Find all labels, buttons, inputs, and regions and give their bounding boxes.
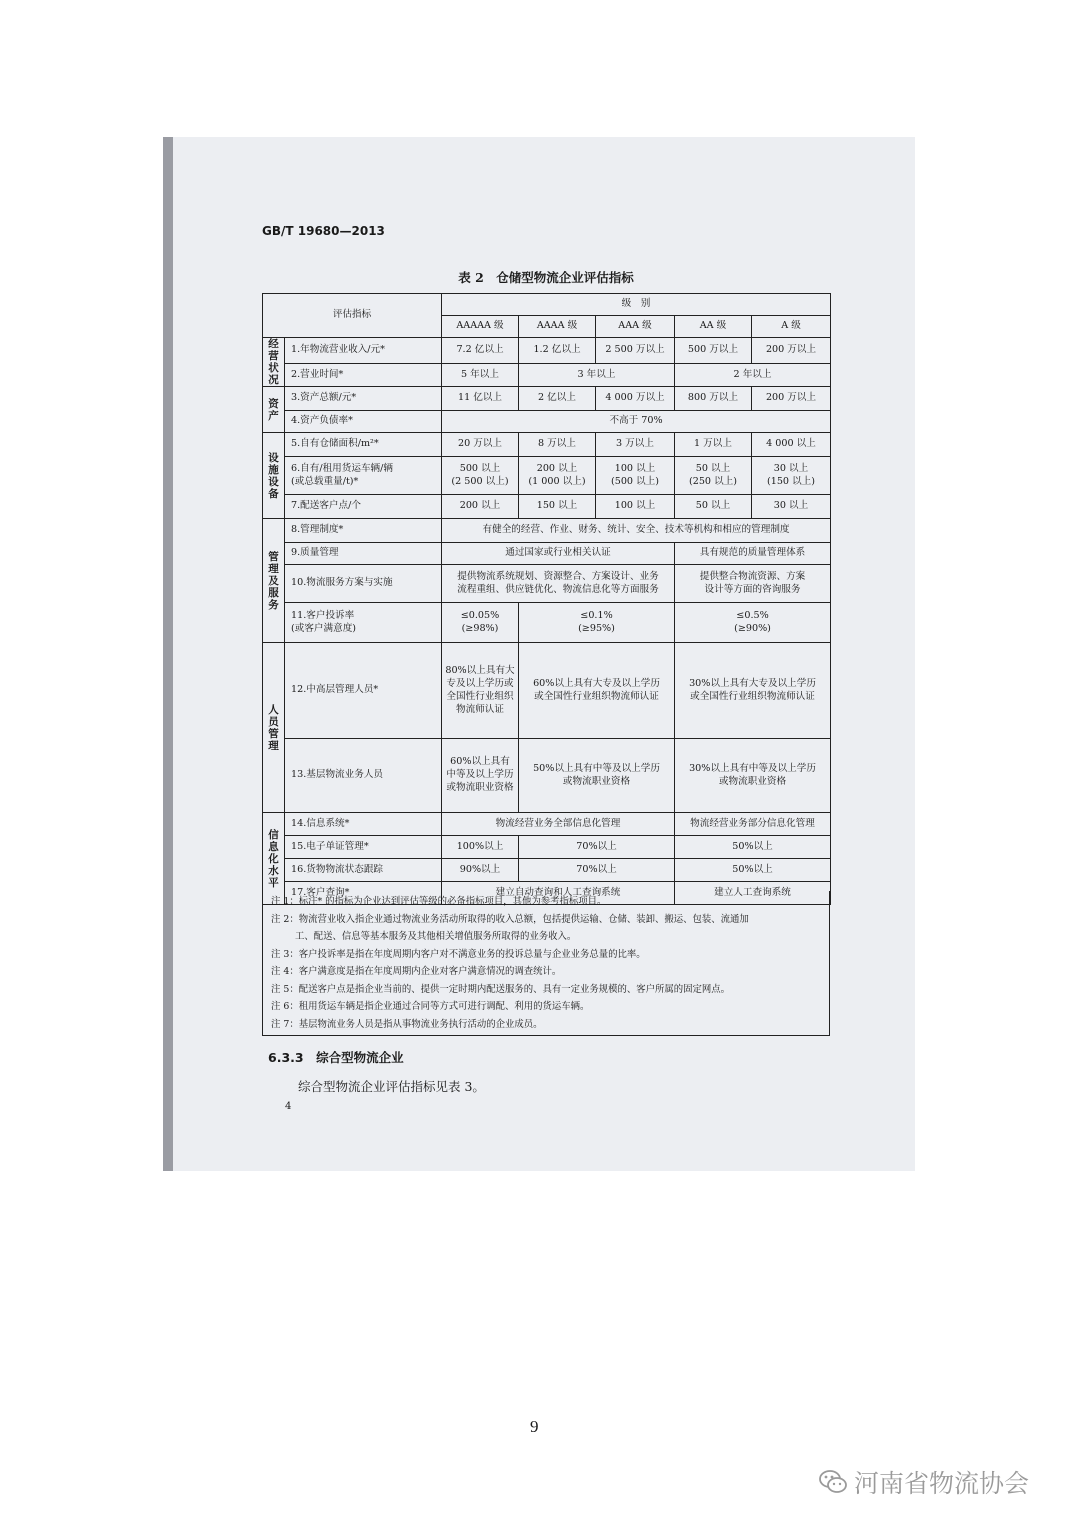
cell-line: 30%以上具有中等及以上学历 bbox=[689, 762, 816, 774]
level-a: A 级 bbox=[752, 316, 831, 338]
cell-line: 或物流职业资格 bbox=[718, 775, 787, 787]
table-cell: 20 万以上 bbox=[442, 433, 519, 457]
indicator-line: (或总载重量/t)* bbox=[291, 475, 359, 487]
cell-line: (150 以上) bbox=[766, 475, 816, 487]
table-row bbox=[263, 338, 831, 364]
indicator-label: 14.信息系统* bbox=[285, 813, 442, 836]
cell-line: 30 以上 bbox=[773, 462, 809, 474]
table-cell bbox=[442, 565, 675, 603]
table-cell: 4 000 万以上 bbox=[596, 387, 675, 411]
table-row bbox=[263, 519, 831, 543]
indicator-label bbox=[285, 603, 442, 643]
table-cell bbox=[675, 643, 831, 739]
section-heading: 6.3.3 综合型物流企业 bbox=[268, 1050, 404, 1065]
table-row bbox=[263, 813, 831, 836]
header-level: 级 别 bbox=[442, 294, 831, 316]
table-cell: 具有规范的质量管理体系 bbox=[675, 543, 831, 565]
table-cell: 800 万以上 bbox=[675, 387, 752, 411]
table-row bbox=[263, 643, 831, 739]
page-number: 9 bbox=[530, 1417, 539, 1436]
table-cell: 11 亿以上 bbox=[442, 387, 519, 411]
table-row bbox=[263, 457, 831, 495]
table-cell: 建立自动查询和人工查询系统 bbox=[442, 882, 675, 905]
cell-line: (≥90%) bbox=[734, 622, 771, 634]
wechat-icon bbox=[818, 1469, 848, 1495]
cell-line: (500 以上) bbox=[610, 475, 660, 487]
table-cell: 200 万以上 bbox=[752, 387, 831, 411]
note-7: 注 7：基层物流业务人员是指从事物流业务执行活动的企业成员。 bbox=[271, 1018, 543, 1030]
table-cell: 物流经营业务全部信息化管理 bbox=[442, 813, 675, 836]
table-cell: 70%以上 bbox=[519, 859, 675, 882]
table-row bbox=[263, 387, 831, 411]
cell-line: 50 以上 bbox=[695, 462, 731, 474]
table-cell: 7.2 亿以上 bbox=[442, 338, 519, 364]
category-management: 管 理 及 服 务 bbox=[263, 519, 285, 643]
table-cell bbox=[752, 457, 831, 495]
table-caption: 表 2 仓储型物流企业评估指标 bbox=[458, 270, 634, 285]
cell-line: 中等及以上学历 bbox=[446, 769, 514, 781]
table-cell bbox=[519, 457, 596, 495]
table-cell: 50%以上 bbox=[675, 859, 831, 882]
category-info: 信 息 化 水 平 bbox=[263, 813, 285, 905]
cell-line: 60%以上具有 bbox=[450, 756, 510, 768]
cell-line: (2 500 以上) bbox=[451, 475, 509, 487]
cell-line: 或全国性行业组织物流师认证 bbox=[690, 690, 815, 702]
cell-line: (250 以上) bbox=[688, 475, 738, 487]
cell-line: ≤0.05% bbox=[460, 609, 500, 621]
cell-line: 或物流职业资格 bbox=[562, 775, 631, 787]
indicator-label: 3.资产总额/元* bbox=[285, 387, 442, 411]
note-5: 注 5：配送客户点是指企业当前的、提供一定时期内配送服务的、具有一定业务规模的、客户所属的固定网点。 bbox=[271, 983, 730, 995]
table-cell: 100 以上 bbox=[596, 495, 675, 519]
category-business: 经 营 状 况 bbox=[263, 338, 285, 387]
cell-line: 物流师认证 bbox=[456, 703, 504, 715]
cell-line: (1 000 以上) bbox=[528, 475, 586, 487]
indicator-label: 15.电子单证管理* bbox=[285, 836, 442, 859]
indicator-label: 2.营业时间* bbox=[285, 363, 442, 387]
table-cell bbox=[442, 643, 519, 739]
indicator-line: (或客户满意度) bbox=[291, 622, 357, 634]
category-assets: 资 产 bbox=[263, 387, 285, 433]
cell-line: 或全国性行业组织物流师认证 bbox=[534, 690, 659, 702]
cell-line: 200 以上 bbox=[536, 462, 578, 474]
table-row bbox=[263, 433, 831, 457]
evaluation-table bbox=[262, 293, 831, 905]
scan-page-number: 4 bbox=[285, 1101, 292, 1112]
cell-line: (≥98%) bbox=[461, 622, 499, 634]
table-cell: 8 万以上 bbox=[519, 433, 596, 457]
table-cell: 物流经营业务部分信息化管理 bbox=[675, 813, 831, 836]
level-aa: AA 级 bbox=[675, 316, 752, 338]
table-row bbox=[263, 603, 831, 643]
table-cell: 3 年以上 bbox=[519, 363, 675, 387]
table-cell: 100%以上 bbox=[442, 836, 519, 859]
table-cell bbox=[442, 603, 519, 643]
header-indicator: 评估指标 bbox=[263, 294, 442, 338]
table-row bbox=[263, 363, 831, 387]
indicator-line: 6.自有/租用货运车辆/辆 bbox=[291, 462, 393, 474]
indicator-label: 12.中高层管理人员* bbox=[285, 643, 442, 739]
table-cell bbox=[596, 457, 675, 495]
table-cell: 30 以上 bbox=[752, 495, 831, 519]
indicator-label: 16.货物物流状态跟踪 bbox=[285, 859, 442, 882]
table-cell: 2 亿以上 bbox=[519, 387, 596, 411]
cell-line: 50%以上具有中等及以上学历 bbox=[533, 762, 660, 774]
cell-line: 专及以上学历或 bbox=[446, 677, 514, 689]
note-2-continued: 工、配送、信息等基本服务及其他相关增值服务所取得的业务收入。 bbox=[295, 931, 577, 942]
table-cell bbox=[675, 565, 831, 603]
cell-line: (≥95%) bbox=[578, 622, 615, 634]
table-cell: 150 以上 bbox=[519, 495, 596, 519]
note-4: 注 4：客户满意度是指在年度周期内企业对客户满意情况的调查统计。 bbox=[271, 966, 562, 977]
indicator-label: 4.资产负债率* bbox=[285, 411, 442, 433]
table-cell: 通过国家或行业相关认证 bbox=[442, 543, 675, 565]
table-cell: 50%以上 bbox=[675, 836, 831, 859]
level-aaaaa: AAAAA 级 bbox=[442, 316, 519, 338]
cell-line: ≤0.1% bbox=[580, 609, 613, 621]
table-row bbox=[263, 836, 831, 859]
table-cell bbox=[519, 739, 675, 813]
note-1: 注 1：标注* 的指标为企业达到评估等级的必备指标项目，其他为参考指标项目。 bbox=[271, 896, 607, 907]
indicator-label bbox=[285, 457, 442, 495]
table-row bbox=[263, 495, 831, 519]
table-cell: 50 以上 bbox=[675, 495, 752, 519]
table-cell: 建立人工查询系统 bbox=[675, 882, 831, 905]
table-cell: 90%以上 bbox=[442, 859, 519, 882]
note-6: 注 6：租用货运车辆是指企业通过合同等方式可进行调配、利用的货运车辆。 bbox=[271, 1001, 590, 1012]
table-cell: 1 万以上 bbox=[675, 433, 752, 457]
cell-line: 80%以上具有大 bbox=[445, 664, 515, 676]
cell-line: 30%以上具有大专及以上学历 bbox=[689, 677, 816, 689]
cell-line: 设计等方面的咨询服务 bbox=[704, 583, 801, 595]
table-cell: 200 万以上 bbox=[752, 338, 831, 364]
table-cell bbox=[675, 457, 752, 495]
level-aaa: AAA 级 bbox=[596, 316, 675, 338]
cell-line: 流程重组、供应链优化、物流信息化等方面服务 bbox=[457, 583, 659, 595]
indicator-label: 10.物流服务方案与实施 bbox=[285, 565, 442, 603]
cell-line: 100 以上 bbox=[614, 462, 656, 474]
table-cell bbox=[675, 739, 831, 813]
table-row bbox=[263, 543, 831, 565]
indicator-label: 9.质量管理 bbox=[285, 543, 442, 565]
cell-line: 500 以上 bbox=[459, 462, 501, 474]
table-header-row bbox=[263, 294, 831, 316]
note-3: 注 3：客户投诉率是指在年度周期内客户对不满意业务的投诉总量与企业业务总量的比率。 bbox=[271, 948, 646, 960]
table-cell: 2 500 万以上 bbox=[596, 338, 675, 364]
level-aaaa: AAAA 级 bbox=[519, 316, 596, 338]
watermark bbox=[818, 1464, 1029, 1500]
indicator-label: 17.客户查询* bbox=[285, 882, 442, 905]
cell-line: 60%以上具有大专及以上学历 bbox=[533, 677, 660, 689]
table-cell: 4 000 以上 bbox=[752, 433, 831, 457]
table-cell bbox=[519, 643, 675, 739]
table-row bbox=[263, 565, 831, 603]
indicator-label: 1.年物流营业收入/元* bbox=[285, 338, 442, 364]
note-2: 注 2：物流营业收入指企业通过物流业务活动所取得的收入总额，包括提供运输、仓储、装卸、搬运、包装、流通加 bbox=[271, 913, 749, 925]
table-cell bbox=[519, 603, 675, 643]
watermark-text: 河南省物流协会 bbox=[854, 1469, 1030, 1498]
table-cell: 1.2 亿以上 bbox=[519, 338, 596, 364]
table-cell: 有健全的经营、作业、财务、统计、安全、技术等机构和相应的管理制度 bbox=[442, 519, 831, 543]
table-cell bbox=[675, 603, 831, 643]
standard-number: GB/T 19680—2013 bbox=[262, 224, 385, 238]
table-cell: 2 年以上 bbox=[675, 363, 831, 387]
indicator-label: 8.管理制度* bbox=[285, 519, 442, 543]
table-row bbox=[263, 739, 831, 813]
table-cell: 200 以上 bbox=[442, 495, 519, 519]
indicator-label: 13.基层物流业务人员 bbox=[285, 739, 442, 813]
table-row bbox=[263, 859, 831, 882]
table-cell bbox=[442, 739, 519, 813]
cell-line: 或物流职业资格 bbox=[446, 782, 514, 794]
cell-line: ≤0.5% bbox=[736, 609, 769, 621]
indicator-line: 11.客户投诉率 bbox=[291, 609, 355, 621]
table-cell: 500 万以上 bbox=[675, 338, 752, 364]
table-cell: 70%以上 bbox=[519, 836, 675, 859]
category-personnel: 人 员 管 理 bbox=[263, 643, 285, 813]
table-cell bbox=[442, 457, 519, 495]
cell-line: 提供物流系统规划、资源整合、方案设计、业务 bbox=[457, 570, 659, 582]
category-facilities: 设 施 设 备 bbox=[263, 433, 285, 519]
cell-line: 提供整合物流资源、方案 bbox=[699, 570, 806, 582]
table-cell: 不高于 70% bbox=[442, 411, 831, 433]
cell-line: 全国性行业组织 bbox=[446, 690, 514, 702]
table-cell: 5 年以上 bbox=[442, 363, 519, 387]
indicator-label: 5.自有仓储面积/m²* bbox=[285, 433, 442, 457]
table-cell: 3 万以上 bbox=[596, 433, 675, 457]
indicator-label: 7.配送客户点/个 bbox=[285, 495, 442, 519]
table-row bbox=[263, 411, 831, 433]
table-notes bbox=[262, 891, 830, 1036]
section-body: 综合型物流企业评估指标见表 3。 bbox=[298, 1079, 485, 1094]
